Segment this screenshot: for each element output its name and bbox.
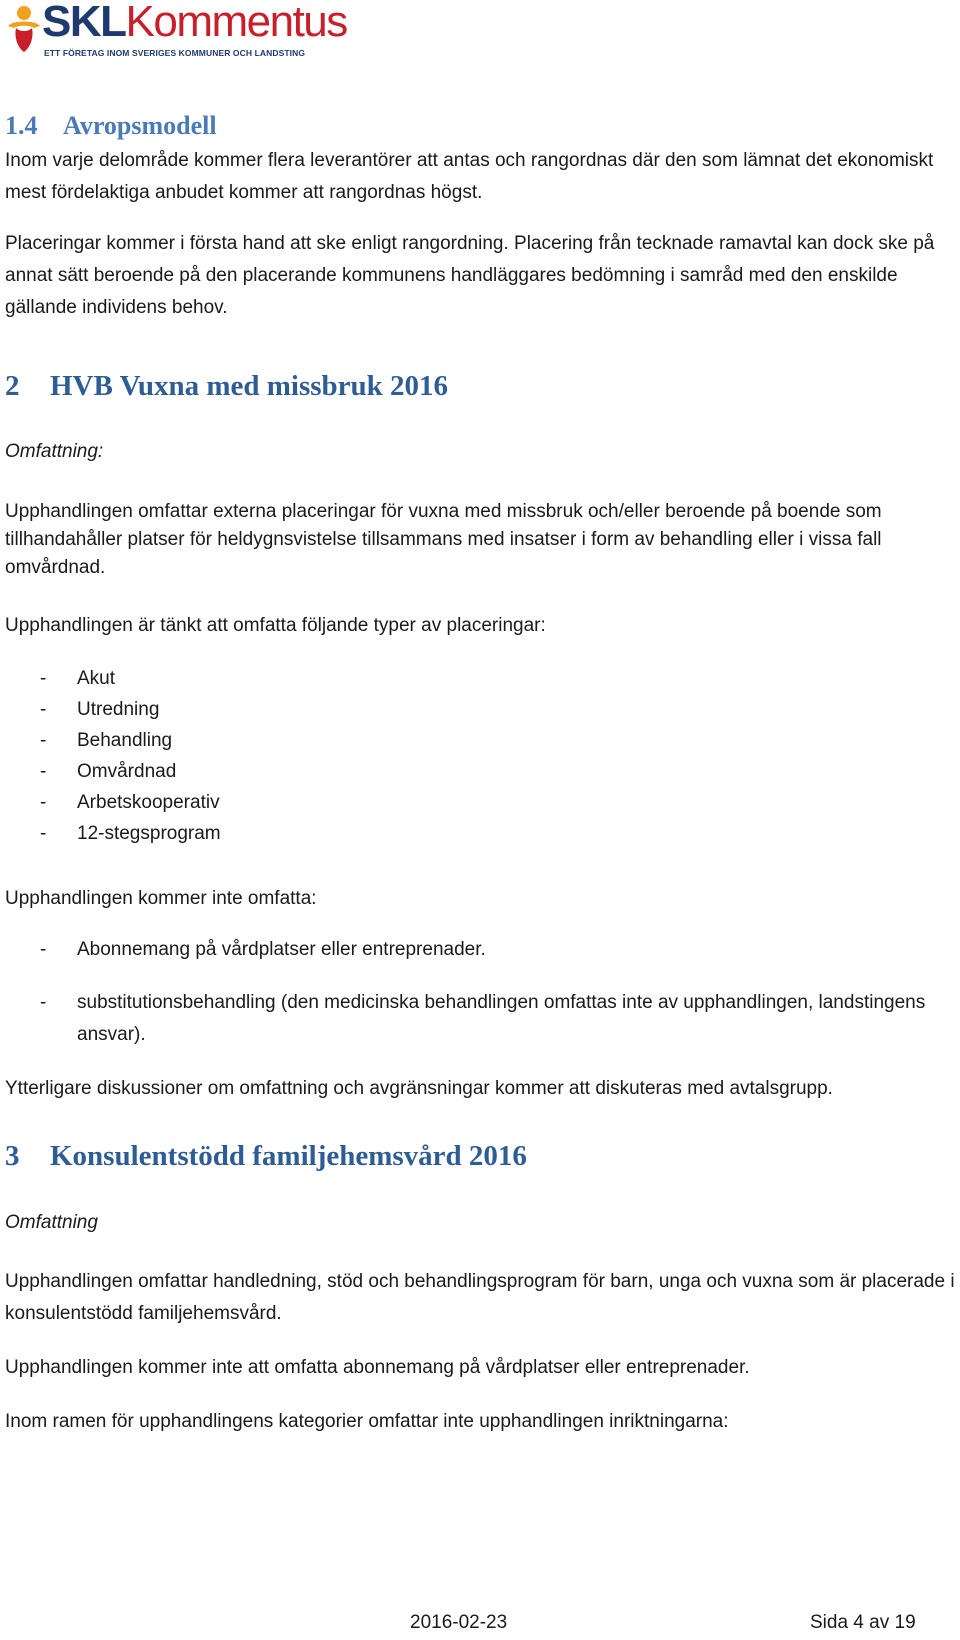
paragraph: Inom varje delområde kommer flera leverantörer att antas och rangordnas där den som lämnat det ekonomiskt mest fördelaktiga anbudet kommer att rangordnas högst. (5, 150, 934, 203)
paragraph: Inom ramen för upphandlingens kategorier omfattar inte upphandlingen inriktningarna: (5, 1411, 729, 1432)
list-item: - substitutionsbehandling (den medicinska behandlingen omfattas inte av upphandlingen, landstingens ansvar). (40, 992, 926, 1045)
list-item: - Akut (40, 668, 116, 689)
logo-skl: SKL (42, 0, 126, 46)
scope-label: Omfattning (5, 1212, 98, 1233)
paragraph: Ytterligare diskussioner om omfattning och avgränsningar kommer att diskuteras med avtalsgrupp. (5, 1078, 833, 1099)
footer-date: 2016-02-23 (410, 1612, 508, 1633)
list-item: - 12-stegsprogram (40, 823, 221, 844)
list-item: - Behandling (40, 730, 173, 751)
heading-number: 3 (5, 1140, 20, 1172)
heading-1-4 (5, 111, 217, 141)
excluded-list (5, 934, 955, 966)
list-item: - Arbetskooperativ (40, 792, 220, 813)
paragraph: Upphandlingen är tänkt att omfatta följande typer av placeringar: (5, 615, 546, 636)
logo-wordmark (42, 0, 347, 46)
skl-kommentus-logo (4, 2, 404, 60)
included-list (5, 663, 221, 849)
paragraph: Upphandlingen omfattar handledning, stöd och behandlingsprogram för barn, unga och vuxna som är placerade i konsulentstödd familjehemsvård. (5, 1271, 955, 1324)
paragraph: Upphandlingen kommer inte omfatta: (5, 888, 317, 909)
heading-number: 2 (5, 370, 20, 402)
heading-title: HVB Vuxna med missbruk 2016 (50, 370, 449, 402)
heading-3 (5, 1140, 527, 1173)
list-item: - Abonnemang på vårdplatser eller entreprenader. (40, 939, 486, 960)
paragraph: Placeringar kommer i första hand att ske enligt rangordning. Placering från tecknade ramavtal kan dock ske på annat sätt beroende på den placerande kommunens handläggares bedömning i samråd med den enskilde gällande individens behov. (5, 233, 935, 318)
list-item: - Utredning (40, 699, 160, 720)
footer-page-number: Sida 4 av 19 (810, 1612, 916, 1633)
paragraph: Upphandlingen kommer inte att omfatta abonnemang på vårdplatser eller entreprenader. (5, 1357, 750, 1378)
logo-kommentus: Kommentus (125, 0, 347, 46)
heading-title: Avropsmodell (63, 111, 217, 140)
logo-person-icon (4, 4, 44, 54)
heading-2 (5, 370, 448, 403)
list-item: - Omvårdnad (40, 761, 177, 782)
excluded-list (5, 987, 955, 1051)
logo-tagline: ETT FÖRETAG INOM SVERIGES KOMMUNER OCH LANDSTING (44, 48, 306, 58)
heading-number: 1.4 (5, 111, 38, 140)
heading-title: Konsulentstödd familjehemsvård 2016 (50, 1140, 527, 1172)
scope-label: Omfattning: (5, 441, 104, 462)
paragraph: Upphandlingen omfattar externa placeringar för vuxna med missbruk och/eller beroende på boende som tillhandahåller platser för heldygnsvistelse tillsammans med insatser i form av behandling eller i vissa fall omvårdnad. (5, 501, 882, 578)
